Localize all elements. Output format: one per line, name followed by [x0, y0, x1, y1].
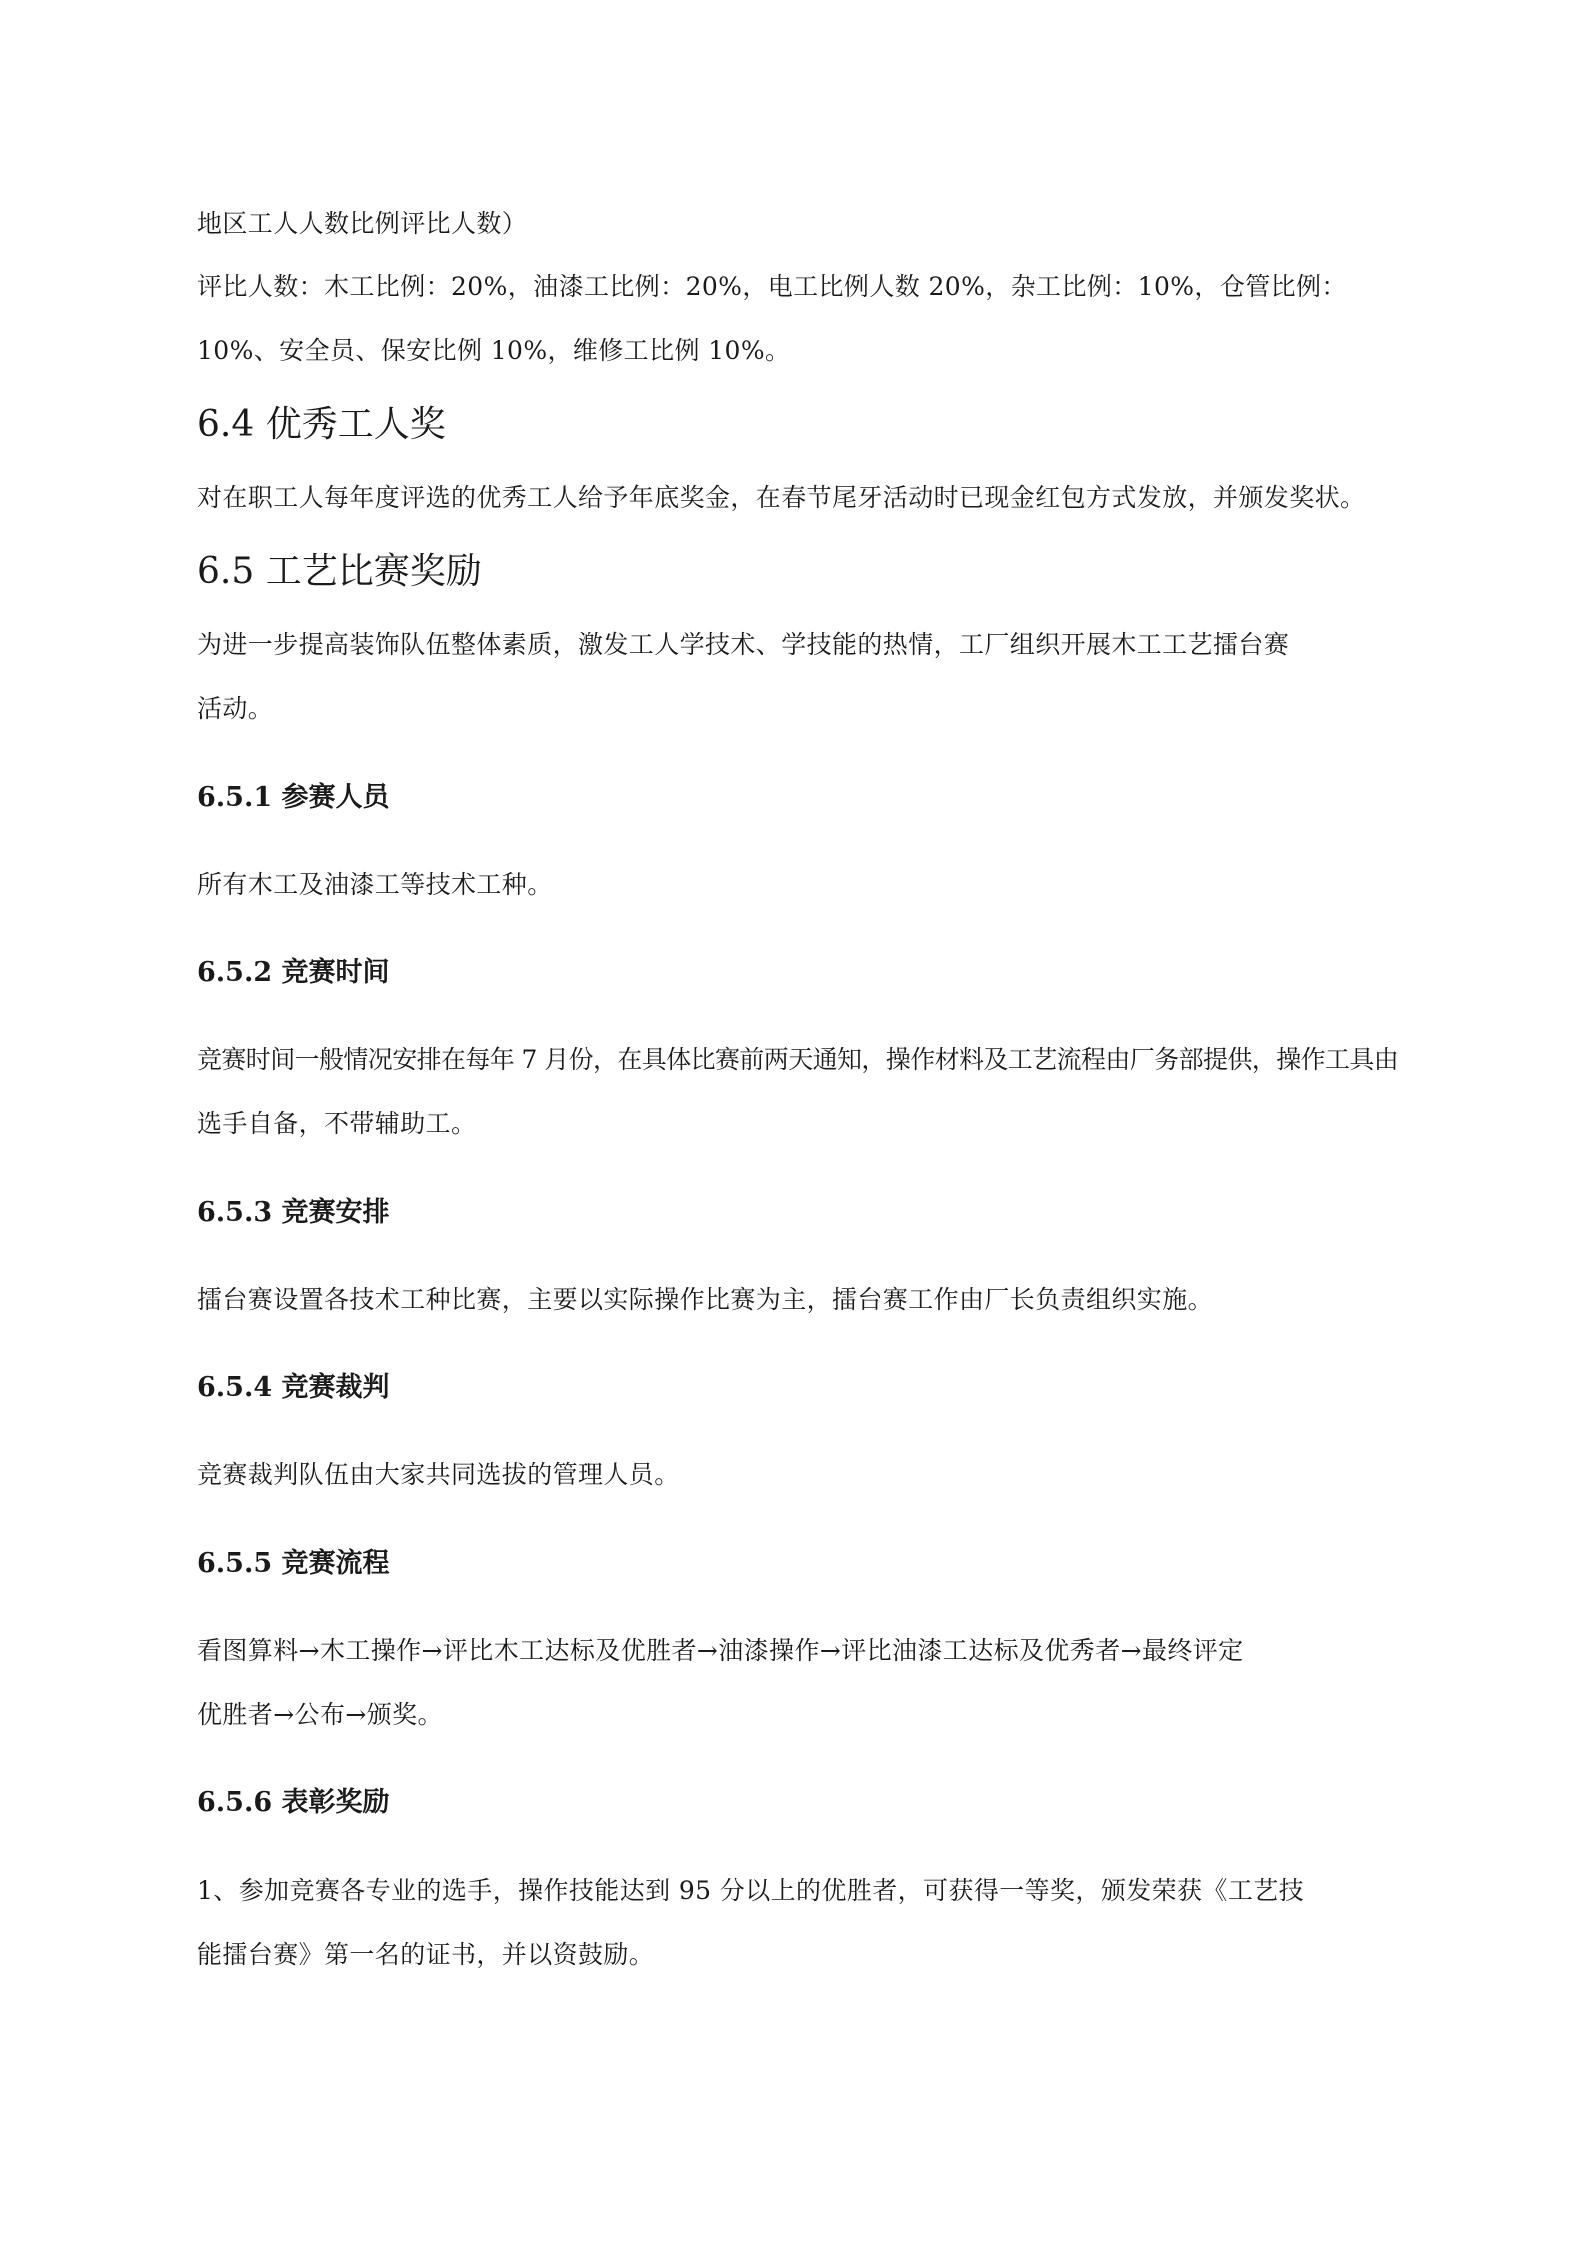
section-heading-6-4: 6.4 优秀工人奖 [197, 404, 446, 445]
subsection-heading-6-5-1: 6.5.1 参赛人员 [197, 782, 390, 813]
paragraph-line: 擂台赛设置各技术工种比赛，主要以实际操作比赛为主，擂台赛工作由厂长负责组织实施。 [197, 1285, 1214, 1314]
subsection-heading-6-5-4: 6.5.4 竞赛裁判 [197, 1372, 390, 1403]
subsection-heading-6-5-6: 6.5.6 表彰奖励 [197, 1787, 390, 1818]
paragraph-line: 看图算料→木工操作→评比木工达标及优胜者→油漆操作→评比油漆工达标及优秀者→最终评定 [197, 1636, 1244, 1665]
paragraph-line: 选手自备，不带辅助工。 [197, 1109, 477, 1138]
paragraph-line: 10%、安全员、保安比例 10%，维修工比例 10%。 [197, 336, 791, 365]
subsection-heading-6-5-2: 6.5.2 竞赛时间 [197, 957, 390, 988]
paragraph-line: 地区工人人数比例评比人数） [197, 209, 528, 238]
subsection-heading-6-5-3: 6.5.3 竞赛安排 [197, 1197, 390, 1228]
paragraph-line: 优胜者→公布→颁奖。 [197, 1700, 443, 1729]
paragraph-line: 1、参加竞赛各专业的选手，操作技能达到 95 分以上的优胜者，可获得一等奖，颁发荣获《工艺技 [197, 1876, 1305, 1905]
paragraph-line: 竞赛时间一般情况安排在每年 7 月份，在具体比赛前两天通知，操作材料及工艺流程由厂务部提供，操作工具由 [197, 1045, 1399, 1074]
paragraph-line: 评比人数：木工比例：20%，油漆工比例：20%，电工比例人数 20%，杂工比例：10%，仓管比例： [197, 272, 1347, 301]
paragraph-line: 对在职工人每年度评选的优秀工人给予年底奖金，在春节尾牙活动时已现金红包方式发放，并颁发奖状。 [197, 483, 1366, 512]
paragraph-line: 所有木工及油漆工等技术工种。 [197, 870, 553, 899]
paragraph-line: 能擂台赛》第一名的证书，并以资鼓励。 [197, 1940, 655, 1969]
paragraph-line: 活动。 [197, 694, 274, 723]
subsection-heading-6-5-5: 6.5.5 竞赛流程 [197, 1548, 390, 1579]
paragraph-line: 为进一步提高装饰队伍整体素质，激发工人学技术、学技能的热情，工厂组织开展木工工艺擂台赛 [197, 630, 1290, 659]
paragraph-line: 竞赛裁判队伍由大家共同选拔的管理人员。 [197, 1460, 680, 1489]
section-heading-6-5: 6.5 工艺比赛奖励 [197, 551, 482, 592]
